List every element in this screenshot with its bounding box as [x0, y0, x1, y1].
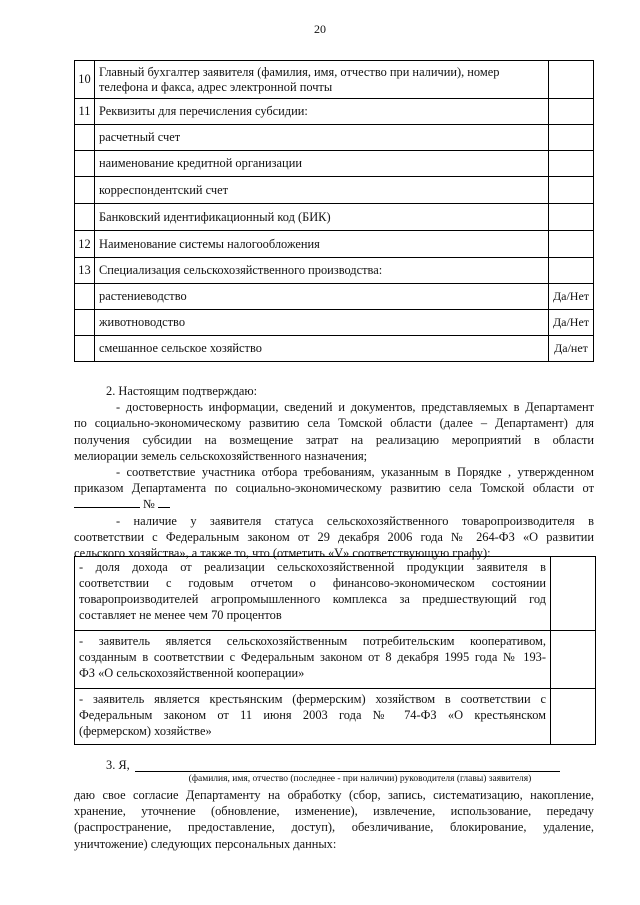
row-label-line: Банковский идентификационный код (БИК)	[99, 209, 331, 224]
section-3-prefix: 3. Я,	[106, 758, 130, 772]
row-label	[95, 284, 549, 310]
status-option-line: товаропроизводителей агропромышленного комплекса за предшествующий год	[79, 592, 546, 606]
row-number: 13	[75, 258, 95, 284]
table-row	[75, 258, 594, 284]
applicant-name-field[interactable]	[135, 771, 560, 772]
confirm-item-1-line-4: мелиорации земель сельскохозяйственного назначения;	[74, 448, 368, 463]
confirm-item-3-line-1: - наличие у заявителя статуса сельскохозяйственного товаропроизводителя в	[116, 513, 594, 528]
table-row	[75, 61, 594, 99]
status-option-line: Федеральным законом от 11 июня 2003 года № 74-ФЗ «О крестьянском	[79, 708, 546, 722]
order-date-blank[interactable]	[74, 497, 140, 508]
row-value-cell[interactable]	[549, 125, 594, 151]
row-label-line: животноводство	[99, 315, 186, 329]
table-row	[75, 557, 596, 631]
table-row	[75, 177, 594, 204]
row-label	[95, 204, 549, 231]
table-row	[75, 231, 594, 258]
row-value-cell[interactable]: Да/нет	[549, 336, 594, 362]
order-number-sign: №	[143, 497, 155, 512]
row-number	[75, 151, 95, 177]
row-number	[75, 310, 95, 336]
row-number	[75, 177, 95, 204]
table-row	[75, 689, 596, 745]
row-value-cell[interactable]	[549, 99, 594, 125]
row-number	[75, 125, 95, 151]
row-label	[95, 151, 549, 177]
consent-line-1: даю свое согласие Департаменту на обработку (сбор, запись, систематизацию, накопление,	[74, 788, 594, 802]
confirm-item-2-line-2: приказом Департамента по социально-экономическому развитию села Томской области от	[74, 481, 594, 496]
status-mark-cell[interactable]	[551, 631, 596, 689]
row-value-cell[interactable]	[549, 204, 594, 231]
row-number: 10	[75, 61, 95, 99]
section-3-body	[74, 787, 594, 852]
table-row	[75, 99, 594, 125]
row-value-cell[interactable]	[549, 151, 594, 177]
row-value-cell[interactable]: Да/Нет	[549, 284, 594, 310]
table-row	[75, 204, 594, 231]
status-option-line: составляет не менее чем 70 процентов	[79, 608, 282, 622]
page-number: 20	[314, 22, 326, 36]
status-option-text	[75, 631, 551, 689]
row-value-cell[interactable]: Да/Нет	[549, 310, 594, 336]
row-label	[95, 258, 549, 284]
applicant-details-table	[74, 60, 594, 362]
row-label-line: расчетный счет	[99, 130, 181, 144]
row-label-line: Главный бухгалтер заявителя (фамилия, имя, отчество при наличии), номер	[99, 64, 500, 79]
table-row	[75, 310, 594, 336]
confirm-item-1-line-3: получения субсидии на возмещение затрат на реализацию мероприятий в области	[74, 432, 594, 447]
status-option-line: созданным в соответствии с Федеральным законом от 8 декабря 1995 года № 193-	[79, 650, 546, 664]
table-row	[75, 631, 596, 689]
row-label	[95, 99, 549, 125]
row-label-line: Наименование системы налогообложения	[99, 236, 320, 251]
row-number	[75, 336, 95, 362]
row-value-cell[interactable]	[549, 258, 594, 284]
row-label	[95, 336, 549, 362]
row-label	[95, 125, 549, 151]
row-label-line: Реквизиты для перечисления субсидии:	[99, 104, 308, 118]
row-label	[95, 231, 549, 258]
row-label-line: смешанное сельское хозяйство	[99, 341, 262, 355]
table-row	[75, 336, 594, 362]
table-row	[75, 284, 594, 310]
section-2-heading: 2. Настоящим подтверждаю:	[106, 384, 258, 398]
status-option-text	[75, 557, 551, 631]
row-label-line: Специализация сельскохозяйственного производства:	[99, 263, 383, 277]
row-label-line: корреспондентский счет	[99, 182, 229, 197]
consent-line-2: хранение, уточнение (обновление, изменение), извлечение, использование, передачу	[74, 804, 594, 819]
status-option-line: ФЗ «О сельскохозяйственной кооперации»	[79, 666, 305, 680]
row-label-line: наименование кредитной организации	[99, 156, 302, 170]
row-label	[95, 177, 549, 204]
row-label-line: растениеводство	[99, 289, 187, 303]
table-row	[75, 125, 594, 151]
status-checkbox-table	[74, 556, 596, 745]
row-value-cell[interactable]	[549, 231, 594, 258]
status-option-line: (фермерском) хозяйстве»	[79, 724, 212, 738]
confirm-item-3-line-2: соответствии с Федеральным законом от 29 декабря 2006 года № 264-ФЗ «О развитии	[74, 529, 594, 544]
row-value-cell[interactable]	[549, 61, 594, 99]
section-2	[74, 383, 594, 561]
row-label	[95, 310, 549, 336]
confirm-item-3-line-3: сельского хозяйства», а также то, что (отметить «V» соответствующую графу):	[74, 546, 491, 561]
row-label-line: телефона и факса, адрес электронной почты	[99, 79, 333, 94]
consent-line-3: (распространение, предоставление, доступ), обезличивание, блокирование, удаление,	[74, 820, 594, 835]
row-label	[95, 61, 549, 99]
table-row	[75, 151, 594, 177]
row-number: 11	[75, 99, 95, 125]
confirm-item-1-line-2: по социально-экономическому развитию села Томской области (далее – Департамент) для	[74, 416, 594, 431]
status-option-line: - заявитель является крестьянским (фермерским) хозяйством в соответствии с	[79, 692, 546, 706]
confirm-item-1-line-1: - достоверность информации, сведений и документов, представляемых в Департамент	[116, 400, 594, 415]
row-number: 12	[75, 231, 95, 258]
consent-line-4: уничтожение) следующих персональных данных:	[74, 836, 337, 851]
confirm-item-2-line-1: - соответствие участника отбора требованиям, указанным в Порядке , утвержденном	[116, 465, 594, 480]
order-number-blank[interactable]	[158, 497, 170, 508]
status-mark-cell[interactable]	[551, 557, 596, 631]
status-option-text	[75, 689, 551, 745]
applicant-name-caption: (фамилия, имя, отчество (последнее - при наличии) руководителя (главы) заявителя)	[188, 774, 532, 784]
status-option-line: - заявитель является сельскохозяйственным потребительским кооперативом,	[79, 634, 546, 648]
status-option-line: соответствии с годовым отчетом о финансово-экономическом состоянии	[79, 576, 546, 590]
row-value-cell[interactable]	[549, 177, 594, 204]
row-number	[75, 204, 95, 231]
confirm-item-2-line-3	[74, 496, 594, 512]
status-option-line: - доля дохода от реализации сельскохозяйственной продукции заявителя в	[79, 560, 546, 574]
row-number	[75, 284, 95, 310]
status-mark-cell[interactable]	[551, 689, 596, 745]
